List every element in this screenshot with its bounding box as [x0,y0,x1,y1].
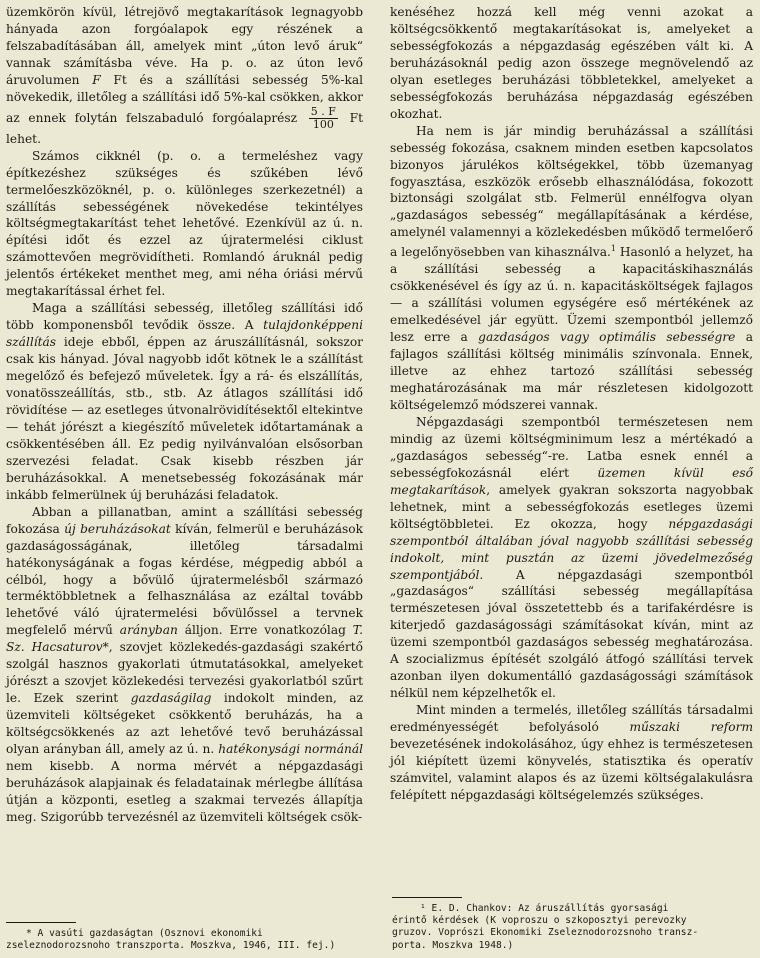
emphasis: népgazdasági szempontból általában jóval nagyobb szállítási sebesség indokolt, mint pusztán az üzemi jövedelmezőség szempontjából [390,516,753,582]
text-run: nem kisebb. A norma mérvét a népgazdasági beruházások alapjainak és feladatainak mérlegbe állítása útján a központi, esetleg a szakmai tervezés állapítja meg. Szigorúbb tervezésnél az üzemviteli költségek csök- [6,758,363,824]
footnote-rule [6,922,76,923]
text-run: Maga a szállítási sebesség, illetőleg szállítási idő több komponensből tevődik össze. A [6,301,363,333]
footnote-line: porta. Moszkva 1948.) [392,939,514,951]
text-run: Abban a pillanatban, amint a szállítási sebesség fokozása [6,504,363,536]
text-run: kíván, felmerül e beruházások gazdaságosságának, illetőleg társadalmi hatékonyságának a fogas kérdése, mégpedig abból a célból, hogy a bővülő újratermelésből származó terméktöbbletnek a felhasználása az ezáltal tovább lehetővé váló újratermelési bővülőssel a tervnek megfelelő mérvű [6,521,363,638]
fraction-numerator: 5 . F [310,104,336,118]
footnote-rule [392,897,462,898]
emphasis: gazdaságilag [130,691,212,706]
footnote-text: * A vasúti gazdaságtan (Osznovi ekonomiki zseleznodorozsnoho transzporta. Moszkva, 1946, III. fej.) [6,928,336,952]
text-run: Ft és a szállítási sebesség 5%-kal növekedik, illetőleg a szállítási idő 5%-kal csökken, akkor az ennek folytán felszabaduló forgóalaprész [6,72,364,125]
text-run: álljon. Erre vonatkozólag [177,623,353,638]
emphasis: üzemen kívül eső megtakarítások [390,465,753,497]
text-run: üzemkörön kívül, létrejövő megtakarítások legnagyobb hányada azon forgóalapok egy részének a felszabadításában áll, amelyek mint „úton levő áruk“ vannak számításba véve. Ha p. o. az úton levő áruvolumen [6,5,363,87]
text-run: bevezetésének indokolásához, úgy ehhez is természetesen jól kiépített üzemi könyvelés, statisztika és operatív számvitel, valamint alapos és az üzemi költségalakulásra felépített népgazdasági költségelemzés szükséges. [390,737,753,802]
formula-variable: F [92,72,101,87]
paragraph [6,300,363,503]
footnote-line: gruzov. Voprószi Ekonomiki Zseleznodorozsnoho transz- [392,927,699,939]
paragraph [6,504,363,826]
text-run: . A népgazdasági szempontból „gazdaságos“ szállítási sebesség megállapítása természetesen jóval összetettebb és a tarifakérdésre is kiterjedő gazdaságossági számításokat kíván, mint az üzemi szempontból gazdaságos sebesség meghatározása. A szocializmus építését szolgáló átfogó szállítási tervek azonban ilyen dokumentálló gazdaságossági számítások nélkül nem képzelhetők el. [390,567,753,701]
paragraph: kenéséhez hozzá kell még venni azokat a költségcsökkentő megtakarításokat is, amelyeket a sebességfokozás a népgazdaság egészében vált ki. A beruházásoknál pedig azon összege megnövelendő az olyan esetleges beruházási többletekkel, amelyeket a sebességfokozás beruházása népgazdaság egészében okozhat. [390,5,753,121]
footnote [6,928,363,952]
text-run: indokolt minden, az üzemviteli költségeket csökkentő beruházás, ha a költségcsökkenés az azt lehetővé tevő beruházással olyan arányban áll, amely az ú. n. [6,691,363,757]
emphasis: tulajdonképpeni szállítás [6,318,363,350]
left-column [6,4,363,826]
footnote-marker: 1 [610,244,616,254]
fraction-denominator: 100 [312,117,334,131]
footnote [392,903,755,952]
paragraph [6,4,363,148]
fraction [309,106,338,131]
emphasis: új beruházásokat [64,521,171,536]
text-run: ideje ebből, éppen az áruszállításnál, sokszor csak kis hányad. Jóval nagyobb időt kötnek le a szállítást megelőző és befejező műveletek. Így a rá- és elszállítás, vonatösszeállítás, stb., stb. Az átlagos szállítási idő rövidítése — az esetleges útvonalrövidítésektől eltekintve — tehát jórészt a kiegészítő műveletek időtartamának a csökkentésében áll. Ez pedig nyilvánvalóan elsősorban szervezési feladat. Csak kisebb részben jár beruházásokkal. A menetsebesség fokozásának már inkább felmerülnek új beruházási feladatok. [6,335,363,502]
text-run: , szovjet közlekedés-gazdasági szakértő szolgál hasznos gyakorlati útmutatásokkal, amelyeket jórészt a szovjet közlekedési tervezési gyakorlatból szűrt le. Ezek szerint [6,640,363,706]
emphasis: T. Sz. Hacsaturov* [6,623,364,655]
emphasis: gazdaságos vagy optimális sebességre [478,330,736,345]
paragraph [390,414,753,702]
text-run: Hasonló a helyzet, ha a szállítási sebesség a kapacitáskihasználás csökkenésével és így az ú. n. kapacitásköltségek fajlagos — a szállítási volumen egységére eső mértékének az emelkedésével jár együtt. Üzemi szempontból jellemző lesz erre a [390,245,753,345]
text-run: Ft lehet. [6,110,363,146]
right-column [390,4,753,804]
footnote-line: érintő kérdések (K voproszu o szkoposztyi perevozky [392,915,687,927]
paragraph [390,702,753,804]
text-run: a fajlagos szállítási költség minimális színvonala. Ennek, illetve az ehhez tartozó szállítási sebesség meghatározásának ma már részletesen kidolgozott költségelemző módszerei vannak. [390,330,753,412]
footnote-line: ¹ E. D. Chankov: Az áruszállítás gyorsasági [420,903,669,914]
text-run: Népgazdasági szempontból természetesen nem mindig az üzemi költségminimum lesz a mértékadó a „gazdaságos sebesség“-re. Latba esnek ennél a sebességfokozásnál elért [390,414,753,480]
paragraph: Számos cikknél (p. o. a termeléshez vagy építkezéshez szükséges és szűkében lévő termelőeszközöknél, p. o. különleges szerkezetnél) a szállítás sebességének növekedése tekintélyes költségmegtakarítást tehet lehetővé. Ezenkívül az ú. n. építési időt és ezzel az újratermelési ciklust számottevően megrövidítheti. Romlandó áruknál pedig jelentős értékeket menthet meg, ami néha óriási mérvű megtakarítással érhet fel. [6,148,363,299]
text-run: Ha nem is jár mindig beruházással a szállítási sebesség fokozása, csaknem minden esetben kapcsolatos bizonyos járulékos költségekkel, több üzemanyag fogyasztása, eszközök erősebb elhasználódása, fokozott biztonsági szolgálat stb. Felmerül ennélfogva olyan „gazdaságos sebesség“ megállapításának a kérdése, amelynél valamennyi a közlekedésben működő termelőerő a legelőnyösebben van kihasználva. [390,123,753,260]
text-run: , amelyek gyakran sokszorta nagyobbak lehetnek, mint a sebességfokozás esetleges üzemi költségtöbbletei. Ez okozza, hogy [390,482,753,531]
paragraph [390,123,753,414]
emphasis: műszaki reform [629,720,754,735]
emphasis: arányban [119,623,178,638]
emphasis: hatékonysági normánál [218,742,363,757]
text-run: Mint minden a termelés, illetőleg szállítás társadalmi eredményességét befolyásoló [390,703,753,735]
